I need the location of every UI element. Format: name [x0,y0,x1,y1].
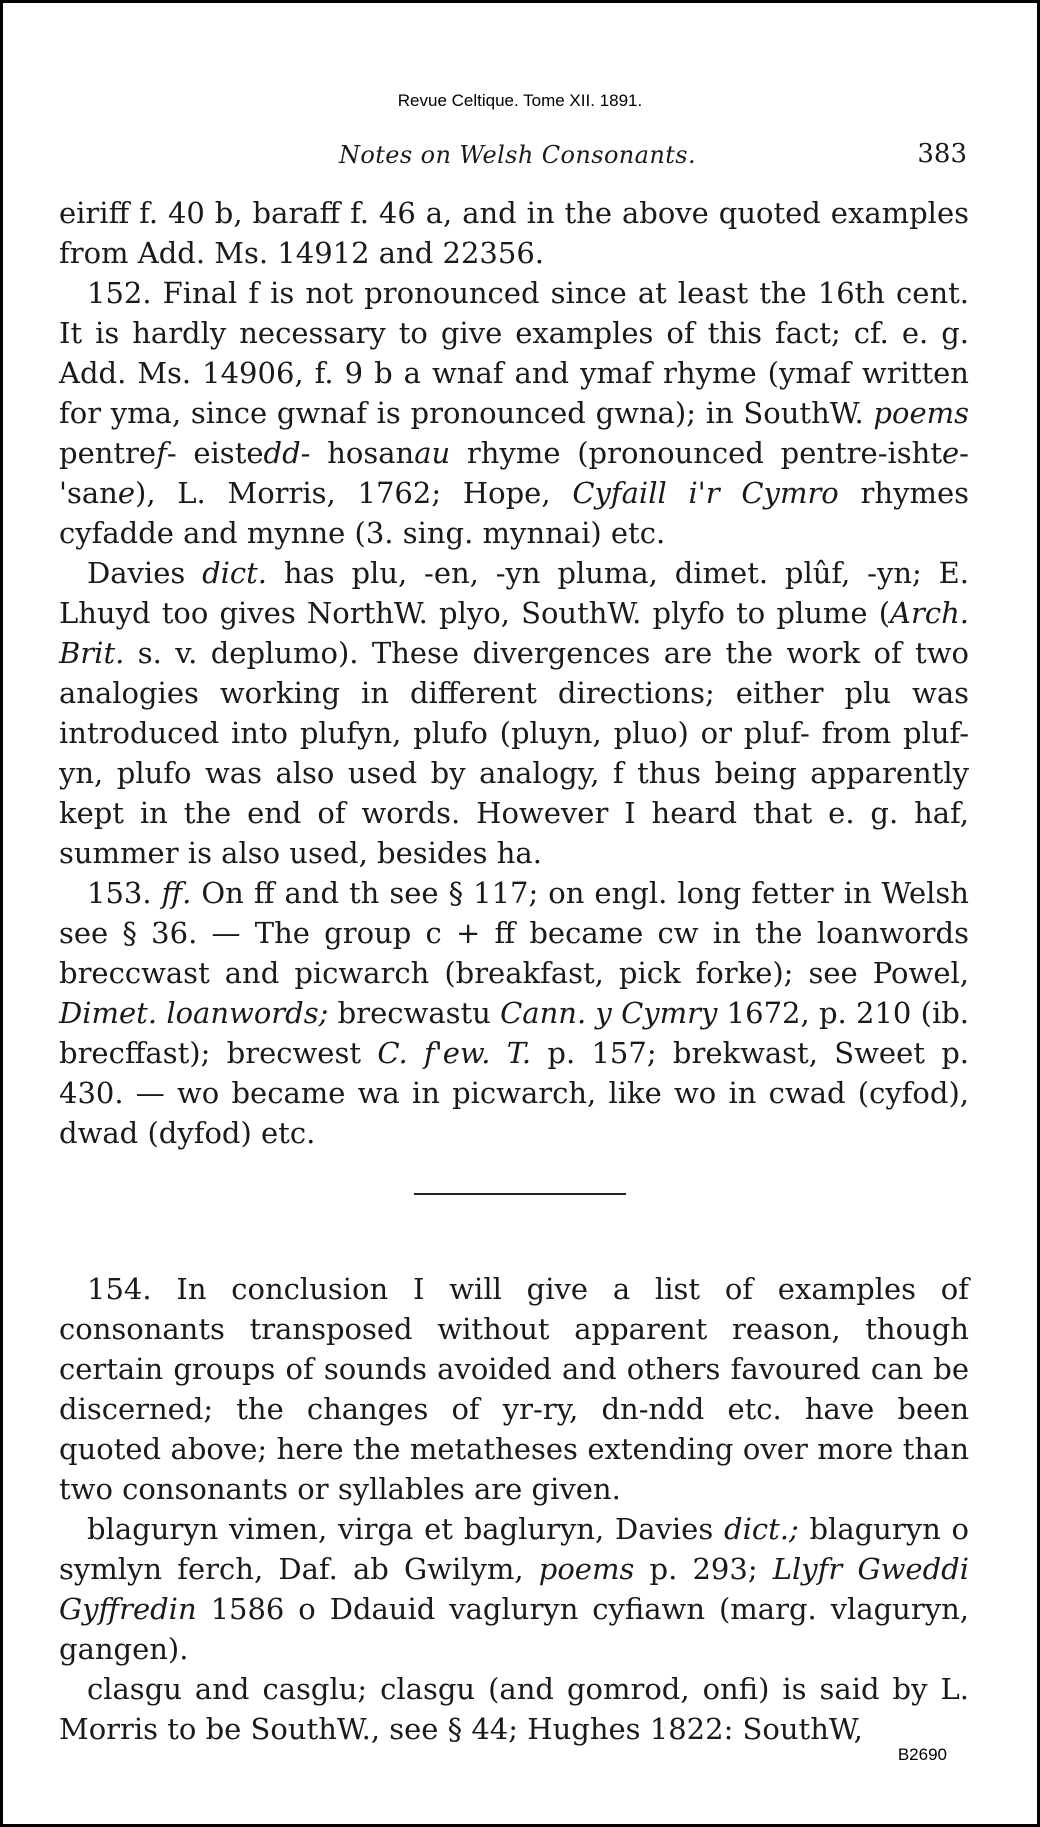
paragraph-153: 153. ff. On ff and th see § 117; on engl. long fetter in Welsh see § 36. — The group c + ff became cw in the loanwords breccwast and picwarch (breakfast, pick forke); see Powel, Dimet. loanwords; brecwastu Cann. y Cymry 1672, p. 210 (ib. brecffast); brecwest C. f'ew. T. p. 157; brekwast, Sweet p. 430. — wo became wa in picwarch, like wo in cwad (cyfod), dwad (dyfod) etc. [59,876,970,1150]
source-citation: Revue Celtique. Tome XII. 1891. [397,91,643,110]
paragraph-clasgu: clasgu and casglu; clasgu (and gomrod, onfi) is said by L. Morris to be SouthW., see § 44; Hughes 1822: SouthW, [59,1672,969,1746]
running-head: Notes on Welsh Consonants. [339,141,697,169]
paragraph-154: 154. In conclusion I will give a list of examples of consonants transposed without apparent reason, though certain groups of sounds avoided and others favoured can be discerned; the changes of yr-ry, dn-ndd etc. have been quoted above; here the metatheses extending over more than two consonants or syllables are given. [59,1272,969,1506]
paragraph-continuation: eiriff f. 40 b, baraff f. 46 a, and in the above quoted examples from Add. Ms. 14912 and 22356. [59,196,969,270]
paragraph-davies: Davies dict. has plu, -en, -yn pluma, dimet. plûf, -yn; E. Lhuyd too gives NorthW. plyo, SouthW. plyfo to plume (Arch. Brit. s. v. deplumo). These divergences are the work of two analogies working in different directions; either plu was introduced into plufyn, plufo (pluyn, pluo) or pluf- from pluf-yn, plufo was also used by analogy, f thus being apparently kept in the end of words. However I heard that e. g. haf, summer is also used, besides ha. [59,556,969,870]
paragraph-152: 152. Final f is not pronounced since at least the 16th cent. It is hardly necessary to give examples of this fact; cf. e. g. Add. Ms. 14906, f. 9 b a wnaf and ymaf rhyme (ymaf written for yma, since gwnaf is pronounced gwna); in SouthW. poems pentref- eistedd- hosanau rhyme (pronounced pentre-ishte- 'sane), L. Morris, 1762; Hope, Cyfaill i'r Cymro rhymes cyfadde and mynne (3. sing. mynnai) etc. [59,276,970,550]
section-divider [414,1193,626,1195]
page-body [59,193,969,1749]
divider-area [59,1153,969,1269]
page-number: 383 [917,139,967,169]
page-code: B2690 [897,1745,947,1764]
paragraph-blaguryn: blaguryn vimen, virga et bagluryn, Davies dict.; blaguryn o symlyn ferch, Daf. ab Gwilym, poems p. 293; Llyfr Gweddi Gyffredin 1586 o Ddauid vagluryn cyfiawn (marg. vlaguryn, gangen). [59,1512,969,1666]
